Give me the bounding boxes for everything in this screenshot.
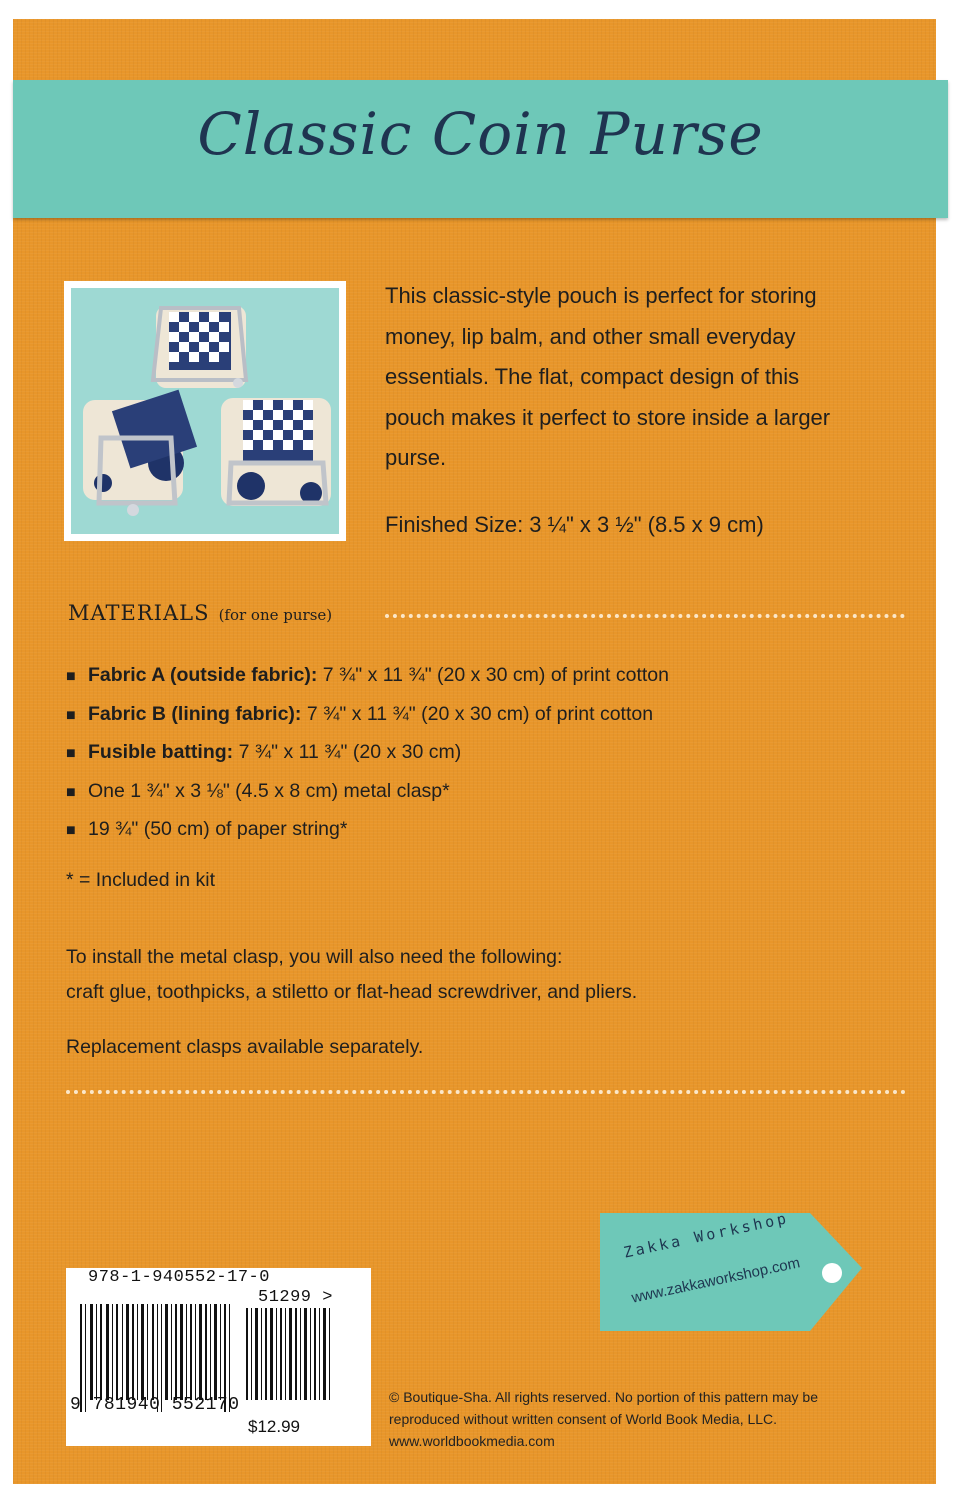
- materials-list: [66, 660, 669, 853]
- materials-title: MATERIALS: [68, 601, 210, 625]
- install-note-line1: To install the metal clasp, you will also need the following:: [66, 946, 563, 968]
- list-item: [66, 660, 669, 699]
- copyright-notice: © Boutique-Sha. All rights reserved. No portion of this pattern may be reproduced without written consent of World Book Media, LLC. www.worldbookmedia.com: [389, 1389, 818, 1449]
- barcode-price-code: 51299 >: [258, 1288, 333, 1307]
- bullet-icon: ■: [66, 783, 76, 801]
- coin-purse-illustration: [71, 288, 339, 534]
- materials-subtitle: (for one purse): [218, 606, 333, 624]
- item-label: Fusible batting:: [88, 741, 234, 764]
- install-note-line2: craft glue, toothpicks, a stiletto or flat-head screwdriver, and pliers.: [66, 981, 638, 1003]
- item-text: 7 ¾" x 11 ¾" (20 x 30 cm) of print cotton: [301, 702, 654, 725]
- list-item: [66, 737, 669, 776]
- replacement-note: Replacement clasps available separately.: [66, 1036, 424, 1058]
- dotted-divider-bottom: [66, 1090, 906, 1094]
- list-item: [66, 699, 669, 738]
- page-title: Classic Coin Purse: [197, 100, 764, 168]
- price: $12.99: [248, 1417, 300, 1436]
- product-photo: [64, 281, 346, 541]
- bullet-icon: ■: [66, 822, 76, 840]
- item-text: One 1 ¾" x 3 ⅛" (4.5 x 8 cm) metal clasp*: [88, 779, 450, 802]
- product-description: This classic-style pouch is perfect for storing money, lip balm, and other small everyday essentials. The flat, compact design of this pouch makes it perfect to store inside a larger purse.: [385, 283, 831, 470]
- item-label: Fabric B (lining fabric):: [88, 702, 302, 725]
- finished-size: Finished Size: 3 ¼" x 3 ½" (8.5 x 9 cm): [385, 512, 764, 537]
- item-text: 7 ¾" x 11 ¾" (20 x 30 cm): [233, 741, 462, 764]
- barcode-isbn: 978-1-940552-17-0: [88, 1268, 270, 1287]
- kit-footnote: * = Included in kit: [66, 869, 216, 891]
- tag-brand: Zakka Workshop: [622, 1208, 791, 1262]
- list-item: [66, 814, 669, 853]
- bullet-icon: ■: [66, 668, 76, 685]
- purse-back: [153, 306, 246, 388]
- dotted-divider-top: [385, 614, 905, 618]
- barcode-digits: 9 781940 552170: [70, 1395, 240, 1415]
- materials-heading: [68, 601, 332, 625]
- list-item: [66, 776, 669, 815]
- tag-url: www.zakkaworkshop.com: [630, 1254, 802, 1307]
- item-label: Fabric A (outside fabric):: [88, 664, 318, 686]
- purse-right: [221, 398, 331, 506]
- bullet-icon: ■: [66, 706, 76, 724]
- title-banner: [13, 80, 948, 218]
- bullet-icon: ■: [66, 745, 76, 763]
- item-text: 7 ¾" x 11 ¾" (20 x 30 cm) of print cotton: [317, 664, 669, 686]
- item-text: 19 ¾" (50 cm) of paper string*: [88, 818, 348, 841]
